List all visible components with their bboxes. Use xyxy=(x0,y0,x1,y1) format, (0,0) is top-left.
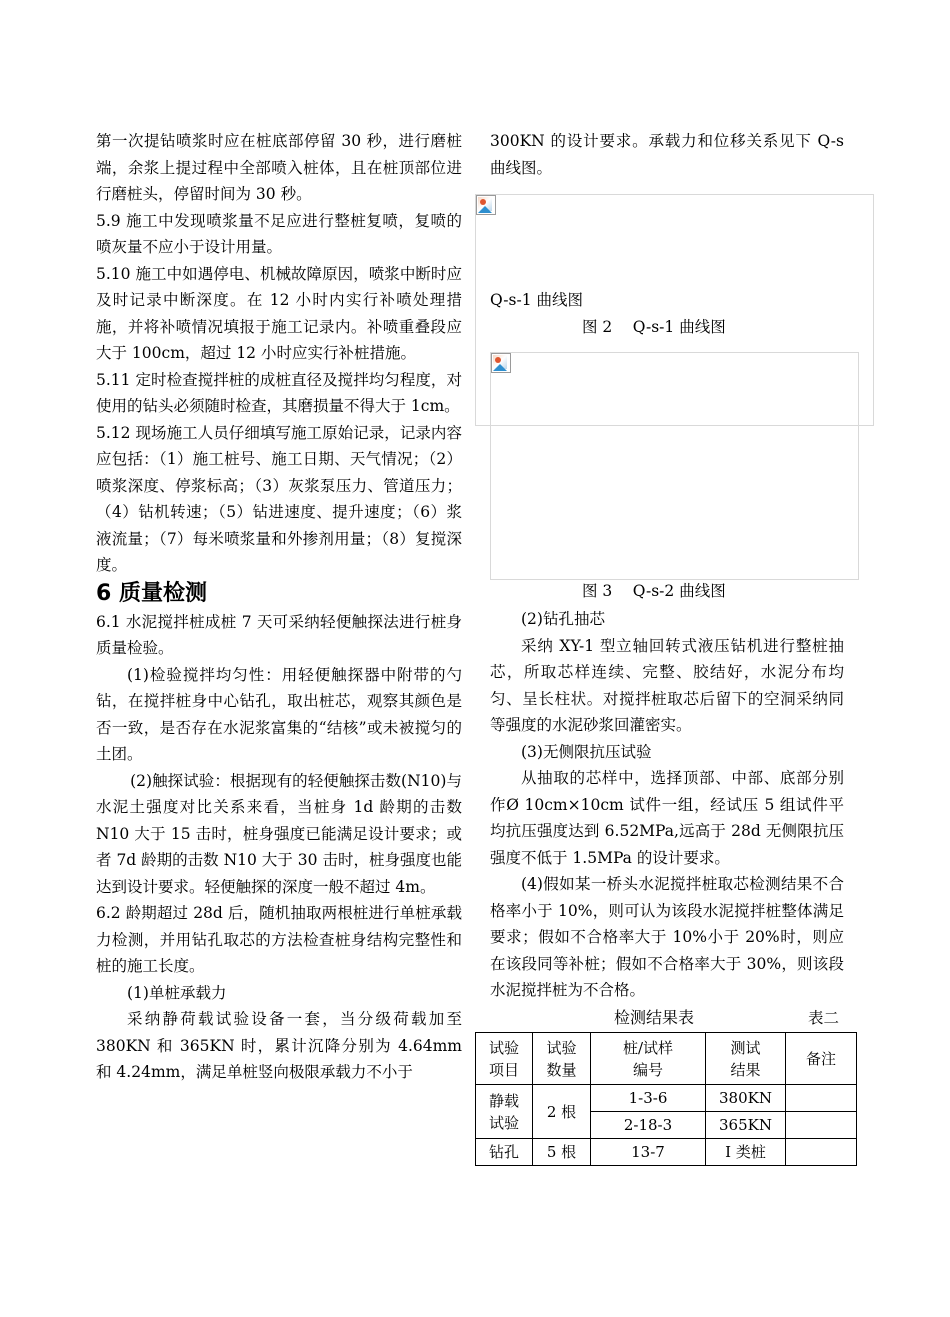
table-row xyxy=(476,1139,857,1166)
header-note: 备注 xyxy=(786,1033,857,1085)
cell-id: 13-7 xyxy=(591,1139,706,1166)
section-heading-quality: 6 质量检测 xyxy=(96,580,207,606)
broken-image-icon xyxy=(491,353,511,373)
paragraph-drill-grouting: 第一次提钻喷浆时应在桩底部停留 30 秒，进行磨桩端，余浆上提过程中全部喷入桩体，且在桩顶部位进行磨桩头，停留时间为 30 秒。 xyxy=(96,132,462,203)
paragraph-uniformity-check: (1)检验搅拌均匀性：用轻便触探器中附带的勺钻，在搅拌桩身中心钻孔，取出桩芯，观察其颜色是否一致，是否存在水泥浆富集的“结核”或未被搅匀的土团。 xyxy=(96,665,462,763)
results-table xyxy=(475,1032,857,1166)
subheading-unconfined: (3)无侧限抗压试验 xyxy=(521,742,652,761)
broken-image-icon xyxy=(476,195,496,215)
header-test-item: 试验 项目 xyxy=(476,1033,533,1085)
paragraph-5-11: 5.11 定时检查搅拌桩的成桩直径及搅拌均匀程度，对使用的钻头必须随时检查，其磨损量不得大于 1cm。 xyxy=(96,370,462,415)
cell-result: 380KN xyxy=(706,1085,786,1112)
cell-note xyxy=(786,1085,857,1112)
cell-result: Ⅰ 类桩 xyxy=(706,1139,786,1166)
table-row xyxy=(476,1085,857,1112)
paragraph-failure-rate: (4)假如某一桥头水泥搅拌桩取芯检测结果不合格率小于 10%，则可认为该段水泥搅拌桩整体满足要求；假如不合格率大于 10%小于 20%时，则应在该段同等补桩；假如不合格率大于 30%，则该段水泥搅拌桩为不合格。 xyxy=(490,875,844,999)
table-header-row xyxy=(476,1033,857,1085)
figure-qs2-frame xyxy=(490,352,859,580)
figure-2-caption: 图 2 Q-s-1 曲线图 xyxy=(582,318,726,336)
table-title: 检测结果表 xyxy=(614,1008,695,1027)
cell-count: 5 根 xyxy=(533,1139,591,1166)
right-column-intro xyxy=(490,128,844,181)
paragraph-6-1: 6.1 水泥搅拌桩成桩 7 天可采纳轻便触探法进行桩身质量检验。 xyxy=(96,612,462,657)
cell-item: 静载 试验 xyxy=(476,1085,533,1139)
cell-note xyxy=(786,1112,857,1139)
cell-note xyxy=(786,1139,857,1166)
subheading-single-pile: (1)单桩承载力 xyxy=(127,983,227,1002)
paragraph-unconfined: 从抽取的芯样中，选择顶部、中部、底部分别作Ø 10cm×10cm 试件一组，经试压 5 组试件平均抗压强度达到 6.52MPa,远高于 28d 无侧限抗压强度不低于 1.5MPa 的设计要求。 xyxy=(490,769,844,867)
subheading-core-drilling: (2)钻孔抽芯 xyxy=(521,610,605,628)
paragraph-core-drilling: 采纳 XY-1 型立轴回转式液压钻机进行整桩抽芯，所取芯样连续、完整、胶结好，水泥分布均匀、呈长柱状。对搅拌桩取芯后留下的空洞采纳同等强度的水泥砂浆回灌密实。 xyxy=(490,636,844,734)
table-label: 表二 xyxy=(808,1009,840,1027)
cell-id: 1-3-6 xyxy=(591,1085,706,1112)
figure-qs1-inner-label: Q-s-1 曲线图 xyxy=(490,291,583,309)
header-result: 测试 结果 xyxy=(706,1033,786,1085)
paragraph-5-10: 5.10 施工中如遇停电、机械故障原因，喷浆中断时应及时记录中断深度。在 12 小时内实行补喷处理措施，并将补喷情况填报于施工记录内。补喷重叠段应大于 100cm，超过 12 小时应实行补桩措施。 xyxy=(96,264,462,362)
paragraph-6-2: 6.2 龄期超过 28d 后，随机抽取两根桩进行单桩承载力检测，并用钻孔取芯的方法检查桩身结构完整性和桩的施工长度。 xyxy=(96,904,462,975)
cell-count: 2 根 xyxy=(533,1085,591,1139)
header-sample-id: 桩/试样 编号 xyxy=(591,1033,706,1085)
header-test-count: 试验 数量 xyxy=(533,1033,591,1085)
right-column-body xyxy=(490,606,844,1004)
paragraph-design-requirement: 300KN 的设计要求。承载力和位移关系见下 Q-s 曲线图。 xyxy=(490,132,844,177)
paragraph-penetration-test: (2)触探试验：根据现有的轻便触探击数(N10)与水泥土强度对比关系来看，当桩身 1d 龄期的击数 N10 大于 15 击时，桩身强度已能满足设计要求；或者 7d 龄期的击数 N10 大于 30 击时，桩身强度也能达到设计要求。轻便触探的深度一般不超过 4m。 xyxy=(96,771,462,896)
paragraph-5-9: 5.9 施工中发现喷浆量不足应进行整桩复喷，复喷的喷灰量不应小于设计用量。 xyxy=(96,211,462,256)
paragraph-static-load: 采纳静荷载试验设备一套，当分级荷载加至 380KN 和 365KN 时，累计沉降分别为 4.64mm 和 4.24mm，满足单桩竖向极限承载力不小于 xyxy=(96,1010,462,1081)
figure-3-caption: 图 3 Q-s-2 曲线图 xyxy=(582,582,726,600)
paragraph-5-12: 5.12 现场施工人员仔细填写施工原始记录，记录内容应包括：（1）施工桩号、施工日期、天气情况；（2）喷浆深度、停浆标高；（3）灰浆泵压力、管道压力；（4）钻机转速；（5）钻进速度、提升速度；（6）浆液流量；（7）每米喷浆量和外掺剂用量；（8）复搅深度。 xyxy=(96,423,462,574)
cell-item: 钻孔 xyxy=(476,1139,533,1166)
cell-id: 2-18-3 xyxy=(591,1112,706,1139)
left-column xyxy=(96,128,462,1086)
cell-result: 365KN xyxy=(706,1112,786,1139)
